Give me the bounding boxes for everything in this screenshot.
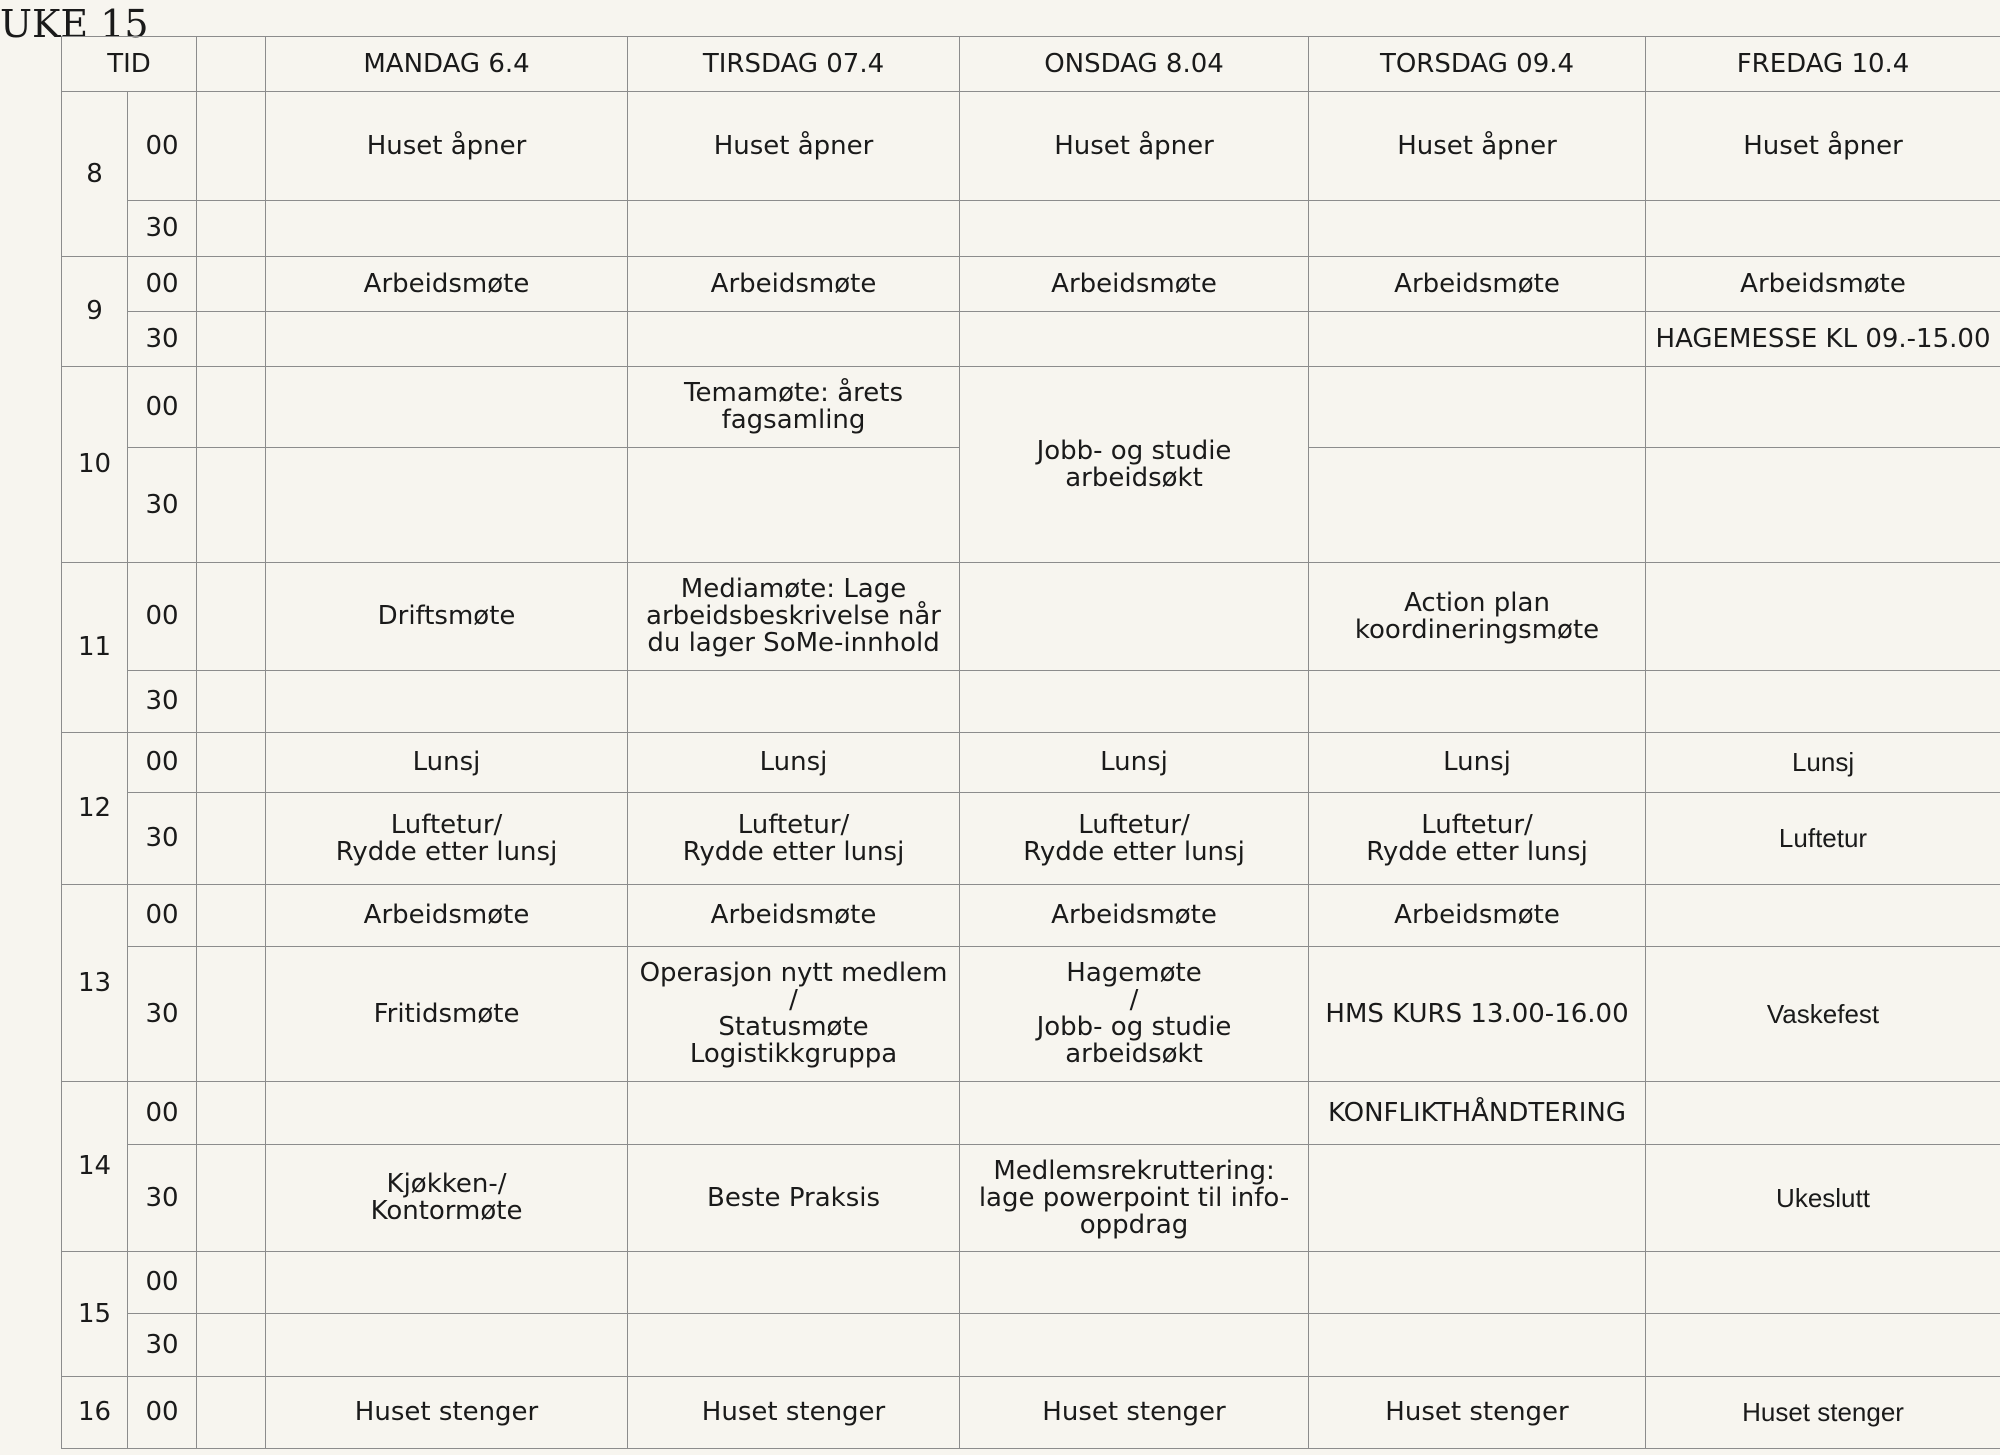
spacer-cell [197,312,266,367]
event-cell: Huset åpner [1646,92,2000,201]
spacer-cell [197,1314,266,1377]
spacer-cell [197,92,266,201]
event-cell: Fritidsmøte [266,947,628,1082]
event-cell [628,1082,960,1145]
event-cell [960,201,1309,257]
event-cell: Huset stenger [628,1377,960,1449]
event-cell [1309,1252,1646,1314]
row-1600 [62,1377,2000,1449]
event-cell [628,1252,960,1314]
row-1130 [62,671,2000,733]
day-header-wednesday: ONSDAG 8.04 [960,37,1309,92]
row-1400 [62,1082,2000,1145]
event-cell [960,671,1309,733]
minute-label: 30 [128,312,197,367]
hour-label: 12 [62,733,128,885]
event-cell: Luftetur/ Rydde etter lunsj [1309,793,1646,885]
spacer-cell [197,1377,266,1449]
row-1530 [62,1314,2000,1377]
spacer-cell [197,1252,266,1314]
event-cell [266,367,628,448]
minute-label: 30 [128,671,197,733]
minute-label: 00 [128,885,197,947]
minute-label: 00 [128,563,197,671]
day-header-monday: MANDAG 6.4 [266,37,628,92]
event-cell: Huset åpner [628,92,960,201]
event-cell: Ukeslutt [1646,1145,2000,1252]
event-cell: Arbeidsmøte [1309,257,1646,312]
event-cell [960,1082,1309,1145]
event-cell: Arbeidsmøte [960,257,1309,312]
row-1000 [62,367,2000,448]
minute-label: 30 [128,448,197,563]
event-cell: Arbeidsmøte [960,885,1309,947]
event-cell: Beste Praksis [628,1145,960,1252]
event-cell: Mediamøte: Lage arbeidsbeskrivelse når du lager SoMe-innhold [628,563,960,671]
minute-label: 00 [128,367,197,448]
row-0900 [62,257,2000,312]
event-cell [960,312,1309,367]
hour-label: 11 [62,563,128,733]
event-cell: Lunsj [266,733,628,793]
hour-label: 10 [62,367,128,563]
row-0830 [62,201,2000,257]
spacer-cell [197,1145,266,1252]
event-cell [628,448,960,563]
event-cell [266,312,628,367]
minute-label: 00 [128,92,197,201]
schedule-table [61,36,2000,1449]
event-cell [1646,1314,2000,1377]
event-cell [628,201,960,257]
minute-label: 30 [128,793,197,885]
event-cell: Action plan koordineringsmøte [1309,563,1646,671]
event-cell [1309,448,1646,563]
event-cell: Huset åpner [266,92,628,201]
event-cell: Lunsj [1646,733,2000,793]
event-cell: Huset stenger [266,1377,628,1449]
event-cell: Luftetur/ Rydde etter lunsj [960,793,1309,885]
event-cell: Arbeidsmøte [628,885,960,947]
event-cell: Vaskefest [1646,947,2000,1082]
spacer-cell [197,448,266,563]
event-cell [1309,312,1646,367]
event-cell [628,1314,960,1377]
hour-label: 15 [62,1252,128,1377]
blank-header [197,37,266,92]
event-cell: Lunsj [628,733,960,793]
event-cell [1646,563,2000,671]
spacer-cell [197,885,266,947]
event-cell [266,1252,628,1314]
minute-label: 30 [128,947,197,1082]
event-cell [960,1252,1309,1314]
event-cell: Driftsmøte [266,563,628,671]
event-cell: Huset åpner [960,92,1309,201]
row-1500 [62,1252,2000,1314]
event-cell: Luftetur [1646,793,2000,885]
event-cell: Luftetur/ Rydde etter lunsj [266,793,628,885]
minute-label: 00 [128,1082,197,1145]
event-cell [960,563,1309,671]
event-cell [266,201,628,257]
event-cell: Kjøkken-/ Kontormøte [266,1145,628,1252]
minute-label: 00 [128,1252,197,1314]
hour-label: 9 [62,257,128,367]
event-cell: HMS KURS 13.00-16.00 [1309,947,1646,1082]
minute-label: 30 [128,1145,197,1252]
event-cell [1309,1314,1646,1377]
minute-label: 30 [128,201,197,257]
event-cell: Arbeidsmøte [628,257,960,312]
event-cell [1646,201,2000,257]
spacer-cell [197,1082,266,1145]
event-cell [1309,367,1646,448]
event-cell [628,312,960,367]
event-cell [1309,671,1646,733]
event-cell [266,1314,628,1377]
event-cell: HAGEMESSE KL 09.-15.00 [1646,312,2000,367]
minute-label: 30 [128,1314,197,1377]
event-cell [960,1314,1309,1377]
event-cell [1646,1252,2000,1314]
event-cell [1646,671,2000,733]
day-header-friday: FREDAG 10.4 [1646,37,2000,92]
event-cell: Arbeidsmøte [1309,885,1646,947]
event-cell: Arbeidsmøte [266,257,628,312]
time-header: TID [62,37,197,92]
row-0930 [62,312,2000,367]
event-cell: Arbeidsmøte [1646,257,2000,312]
event-cell: Lunsj [1309,733,1646,793]
row-1100 [62,563,2000,671]
spacer-cell [197,947,266,1082]
spacer-cell [197,563,266,671]
event-cell: Arbeidsmøte [266,885,628,947]
event-cell [628,671,960,733]
event-cell: Huset stenger [1309,1377,1646,1449]
event-cell: Operasjon nytt medlem / Statusmøte Logistikkgruppa [628,947,960,1082]
event-cell: Luftetur/ Rydde etter lunsj [628,793,960,885]
spacer-cell [197,733,266,793]
event-cell: Temamøte: årets fagsamling [628,367,960,448]
event-cell: Hagemøte / Jobb- og studie arbeidsøkt [960,947,1309,1082]
minute-label: 00 [128,1377,197,1449]
hour-label: 13 [62,885,128,1082]
event-cell [1646,367,2000,448]
event-cell [1309,1145,1646,1252]
event-cell: Huset stenger [1646,1377,2000,1449]
day-header-thursday: TORSDAG 09.4 [1309,37,1646,92]
spacer-cell [197,257,266,312]
row-1430 [62,1145,2000,1252]
row-1330 [62,947,2000,1082]
row-1200 [62,733,2000,793]
event-cell: Huset åpner [1309,92,1646,201]
spacer-cell [197,793,266,885]
hour-label: 14 [62,1082,128,1252]
week-title: UKE 15 [0,2,149,46]
event-cell [266,448,628,563]
minute-label: 00 [128,733,197,793]
day-header-tuesday: TIRSDAG 07.4 [628,37,960,92]
event-cell [1646,1082,2000,1145]
hour-label: 8 [62,92,128,257]
event-cell [266,671,628,733]
hour-label: 16 [62,1377,128,1449]
event-cell: Lunsj [960,733,1309,793]
minute-label: 00 [128,257,197,312]
event-cell [1646,448,2000,563]
header-row [62,37,2000,92]
event-cell [1309,201,1646,257]
event-cell: Medlemsrekruttering: lage powerpoint til info- oppdrag [960,1145,1309,1252]
row-1300 [62,885,2000,947]
spacer-cell [197,367,266,448]
row-0800 [62,92,2000,201]
spacer-cell [197,201,266,257]
event-cell-merged: Jobb- og studie arbeidsøkt [960,367,1309,563]
event-cell: Huset stenger [960,1377,1309,1449]
event-cell: KONFLIKTHÅNDTERING [1309,1082,1646,1145]
event-cell [1646,885,2000,947]
spacer-cell [197,671,266,733]
row-1230 [62,793,2000,885]
event-cell [266,1082,628,1145]
